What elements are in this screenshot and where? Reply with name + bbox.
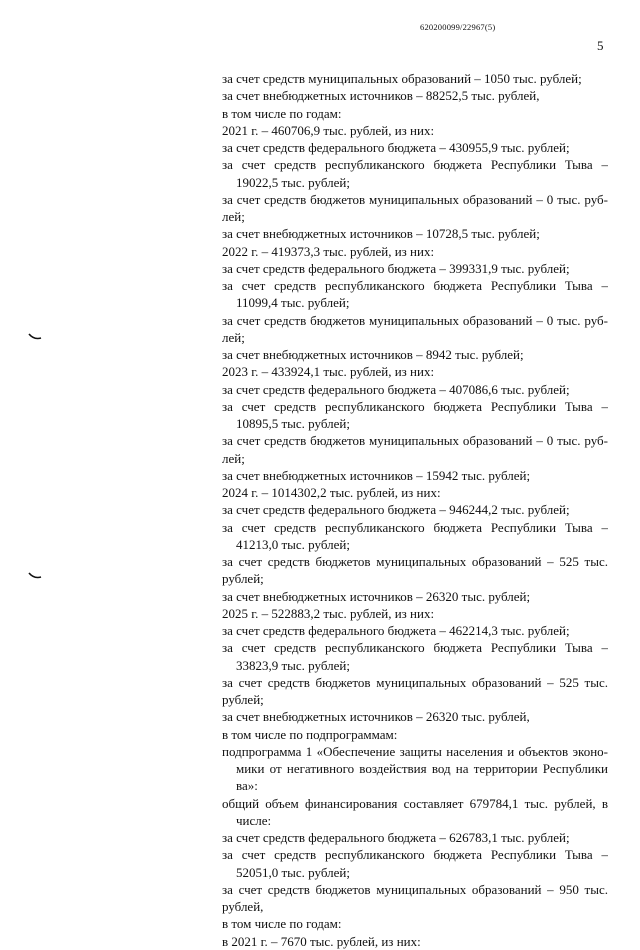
text-line: за счет внебюджетных источников – 10728,5 тыс. рублей; <box>222 226 540 242</box>
text-line: лей; <box>222 209 245 224</box>
page-number: 5 <box>597 38 604 53</box>
text-line: за счет внебюджетных источников – 8942 тыс. рублей; <box>222 347 524 362</box>
text-line: рублей, <box>222 899 264 914</box>
text-line: в 2021 г. – 7670 тыс. рублей, из них: <box>222 933 421 949</box>
text-line: за счет средств республиканского бюджета Республики Тыва – <box>222 398 608 414</box>
text-line: за счет средств республиканского бюджета Республики Тыва – <box>222 847 608 863</box>
text-line: за счет средств бюджетов муниципальных образований – 0 тыс. руб- <box>222 433 608 449</box>
text-line: за счет средств республиканского бюджета Республики Тыва – <box>222 640 608 656</box>
text-line: 52051,0 тыс. рублей; <box>236 864 350 880</box>
text-line: мики от негативного воздействия вод на территории Республики <box>236 761 608 776</box>
text-line: за счет средств муниципальных образований – 1050 тыс. рублей; <box>222 71 582 86</box>
text-line: за счет средств федерального бюджета – 946244,2 тыс. рублей; <box>222 502 570 518</box>
text-line: за счет средств федерального бюджета – 462214,3 тыс. рублей; <box>222 623 570 638</box>
text-line: за счет средств республиканского бюджета Республики Тыва – <box>222 278 608 293</box>
text-line: за счет средств республиканского бюджета Республики Тыва – <box>222 519 608 535</box>
text-line: за счет внебюджетных источников – 26320 тыс. рублей; <box>222 588 531 604</box>
text-line: за счет средств федерального бюджета – 407086,6 тыс. рублей; <box>222 381 570 397</box>
text-line: 2024 г. – 1014302,2 тыс. рублей, из них: <box>222 485 441 500</box>
margin-mark <box>28 333 42 341</box>
text-line: 11099,4 тыс. рублей; <box>236 295 350 311</box>
text-line: общий объем финансирования составляет 679784,1 тыс. рублей, в <box>222 795 608 811</box>
text-line: 2022 г. – 419373,3 тыс. рублей, из них: <box>222 243 435 259</box>
text-line: в том числе по годам: <box>222 916 342 932</box>
text-line: за счет внебюджетных источников – 26320 тыс. рублей, <box>222 709 530 725</box>
document-id: 620200099/22967(5) <box>420 22 496 32</box>
text-line: за счет средств бюджетов муниципальных образований – 525 тыс. <box>222 674 608 690</box>
text-line: за счет средств федерального бюджета – 430955,9 тыс. рублей; <box>222 140 570 155</box>
text-line: за счет средств бюджетов муниципальных образований – 0 тыс. руб- <box>222 312 608 328</box>
text-line: за счет средств федерального бюджета – 399331,9 тыс. рублей; <box>222 260 570 276</box>
text-line: подпрограмма 1 «Обеспечение защиты населения и объектов эконо- <box>222 743 608 759</box>
text-line: 2023 г. – 433924,1 тыс. рублей, из них: <box>222 364 435 380</box>
text-line: 33823,9 тыс. рублей; <box>236 657 350 673</box>
text-line: лей; <box>222 450 245 466</box>
text-line: 2025 г. – 522883,2 тыс. рублей, из них: <box>222 605 435 621</box>
text-line: за счет средств бюджетов муниципальных образований – 950 тыс. <box>222 881 608 897</box>
margin-mark <box>28 572 42 580</box>
text-line: числе: <box>236 812 272 828</box>
text-line: ва»: <box>236 778 258 794</box>
text-line: 2021 г. – 460706,9 тыс. рублей, из них: <box>222 122 435 138</box>
text-line: за счет средств бюджетов муниципальных образований – 0 тыс. руб- <box>222 191 608 207</box>
text-line: за счет средств бюджетов муниципальных образований – 525 тыс. <box>222 554 608 569</box>
text-line: рублей; <box>222 571 264 587</box>
document-body <box>222 70 608 950</box>
text-line: рублей; <box>222 692 264 707</box>
text-line: за счет средств республиканского бюджета Республики Тыва – <box>222 157 608 173</box>
text-line: 41213,0 тыс. рублей; <box>236 536 350 552</box>
text-line: за счет средств федерального бюджета – 626783,1 тыс. рублей; <box>222 830 570 845</box>
text-line: 19022,5 тыс. рублей; <box>236 174 350 190</box>
text-line: за счет внебюджетных источников – 15942 тыс. рублей; <box>222 467 531 483</box>
text-line: в том числе по годам: <box>222 105 342 121</box>
text-line: за счет внебюджетных источников – 88252,5 тыс. рублей, <box>222 88 540 104</box>
text-line: лей; <box>222 329 245 345</box>
text-line: 10895,5 тыс. рублей; <box>236 416 350 431</box>
text-line: в том числе по подпрограммам: <box>222 726 398 742</box>
